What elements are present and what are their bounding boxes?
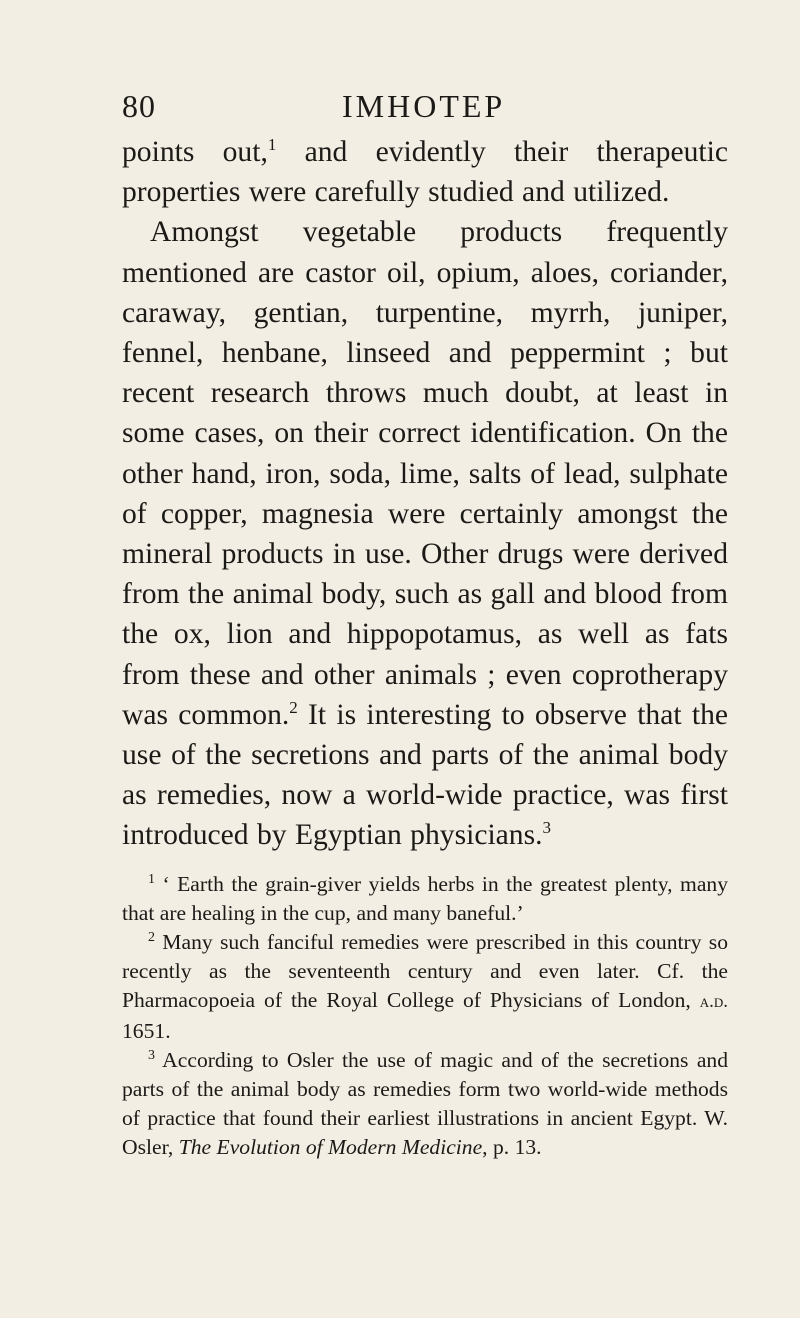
running-title: IMHOTEP	[342, 88, 506, 124]
footnote-1	[122, 870, 728, 928]
footnote-ref-3[interactable]: 3	[542, 818, 552, 838]
page-number: 80	[122, 88, 156, 124]
book-title: The Evolution of Modern Medicine	[178, 1135, 483, 1160]
running-head	[122, 88, 728, 128]
footnote-mark: 1	[148, 871, 155, 887]
footnotes	[122, 870, 728, 1163]
paragraph-2-text-a: Amongst vegetable products frequently mentioned are castor oil, opium, aloes, coriander, caraway, gentian, turpentine, myrrh, juniper, fennel, henbane, linseed and peppermint ; but recent research throws much doubt, at least in some cases, on their correct identification. On the other hand, iron, soda, lime, salts of lead, sulphate of copper, magnesia were certainly amongst the mineral products in use. Other drugs were derived from the animal body, such as gall and blood from the ox, lion and hippopotamus, as well as fats from these and other animals ; even coprotherapy was common.	[122, 216, 728, 731]
paragraph-1-text-b: and evidently their therapeutic properties were carefully studied and utilized.	[122, 136, 728, 209]
footnote-ref-2[interactable]: 2	[289, 697, 298, 717]
paragraph-1	[122, 132, 728, 212]
footnote-ref-1[interactable]: 1	[267, 135, 277, 154]
footnote-text: ‘ Earth the grain-giver yields herbs in the greatest plenty, many that are healing in the cup, and many baneful.’	[122, 871, 728, 925]
paragraph-2	[122, 212, 728, 855]
body-text	[122, 132, 728, 856]
footnote-mark: 2	[148, 930, 155, 946]
footnote-era: a.d.	[699, 991, 728, 1013]
page	[122, 88, 728, 1163]
footnote-mark: 3	[148, 1047, 155, 1063]
footnote-text: According to Osler the use of magic and of the secretions and parts of the animal body as remedies form two world-wide methods of practice that found their earliest illustrations in ancient Egypt. W. Osler,	[122, 1047, 728, 1160]
paragraph-2-text-b: It is interesting to observe that the use of the secretions and parts of the animal body as remedies, now a world-wide practice, was first introduced by Egyptian physicians.	[122, 698, 728, 852]
footnote-text: Many such fanciful remedies were prescribed in this country so recently as the seventeenth century and even later. Cf. the Pharmacopoeia of the Royal College of Physicians of London,	[122, 930, 728, 1013]
paragraph-1-text-a: points out,	[122, 136, 268, 168]
footnote-2	[122, 928, 728, 1046]
footnote-text-end: 1651.	[122, 1018, 171, 1043]
footnote-3	[122, 1046, 728, 1163]
footnote-text-end: , p. 13.	[482, 1135, 542, 1160]
